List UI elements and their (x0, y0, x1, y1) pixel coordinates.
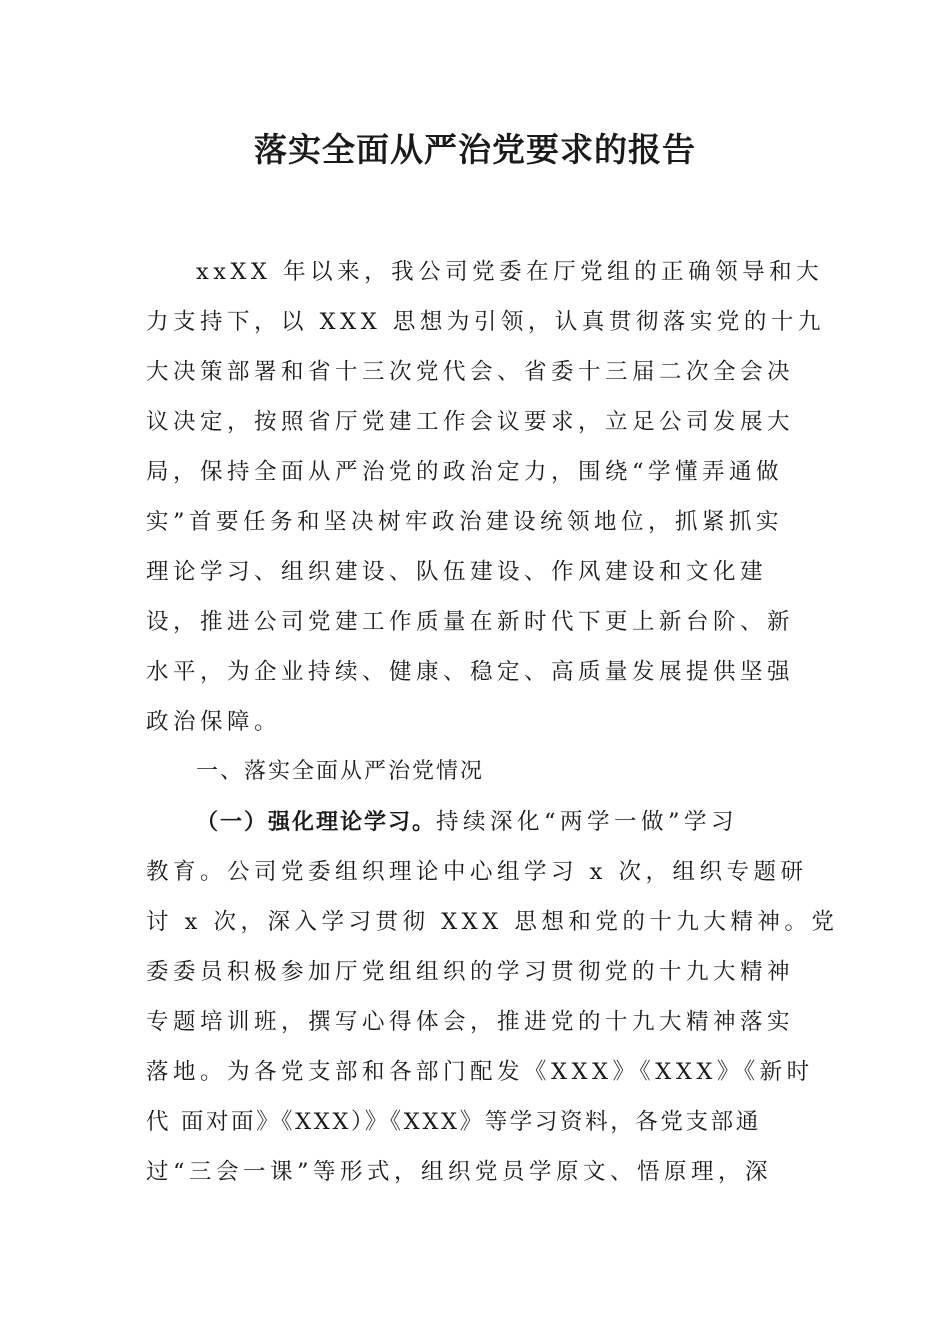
paragraph-line: 理论学习、组织建设、队伍建设、作风建设和文化建 (146, 559, 768, 585)
paragraph-line: 设，推进公司党建工作质量在新时代下更上新台阶、新 (146, 609, 795, 635)
paragraph-line: 委委员积极参加厅党组组织的学习贯彻党的十九大精神 (146, 959, 795, 985)
document-body (146, 247, 839, 1197)
paragraph-line: 政治保障。 (146, 709, 282, 735)
paragraph-line: 专题培训班，撰写心得体会，推进党的十九大精神落实 (146, 1009, 795, 1035)
paragraph-line: 力支持下，以 XXX 思想为引领，认真贯彻落实党的十九 (146, 309, 825, 335)
section-heading: 一、落实全面从严治党情况 (196, 759, 485, 784)
subsection-first-line (146, 797, 806, 847)
paragraph-line: xxXX 年以来，我公司党委在厅党组的正确领导和大 (196, 259, 824, 285)
paragraph-line: 落地。为各党支部和各部门配发《XXX》《XXX》《新时 (146, 1059, 814, 1085)
paragraph-line: 讨 x 次，深入学习贯彻 XXX 思想和党的十九大精神。党 (146, 909, 839, 935)
subsection-heading: （一）强化理论学习。 (196, 810, 437, 835)
document-title: 落实全面从严治党要求的报告 (254, 130, 696, 169)
paragraph-line: 局，保持全面从严治党的政治定力，围绕“学懂弄通做 (146, 459, 784, 485)
paragraph-line: 实”首要任务和坚决树牢政治建设统领地位，抓紧抓实 (146, 509, 784, 535)
paragraph-line: 水平，为企业持续、健康、稳定、高质量发展提供坚强 (146, 659, 795, 685)
paragraph-line: 大决策部署和省十三次党代会、省委十三届二次全会决 (146, 359, 795, 385)
paragraph-line: 教育。公司党委组织理论中心组学习 x 次，组织专题研 (146, 859, 808, 885)
subsection-text: 持续深化“两学一做”学习 (436, 809, 739, 835)
paragraph-line: 代 面对面》《XXX）》《XXX》等学习资料，各党支部通 (146, 1109, 761, 1135)
paragraph-line: 过“三会一课”等形式，组织党员学原文、悟原理，深 (146, 1159, 773, 1185)
paragraph-line: 议决定，按照省厅党建工作会议要求，立足公司发展大 (146, 409, 795, 435)
